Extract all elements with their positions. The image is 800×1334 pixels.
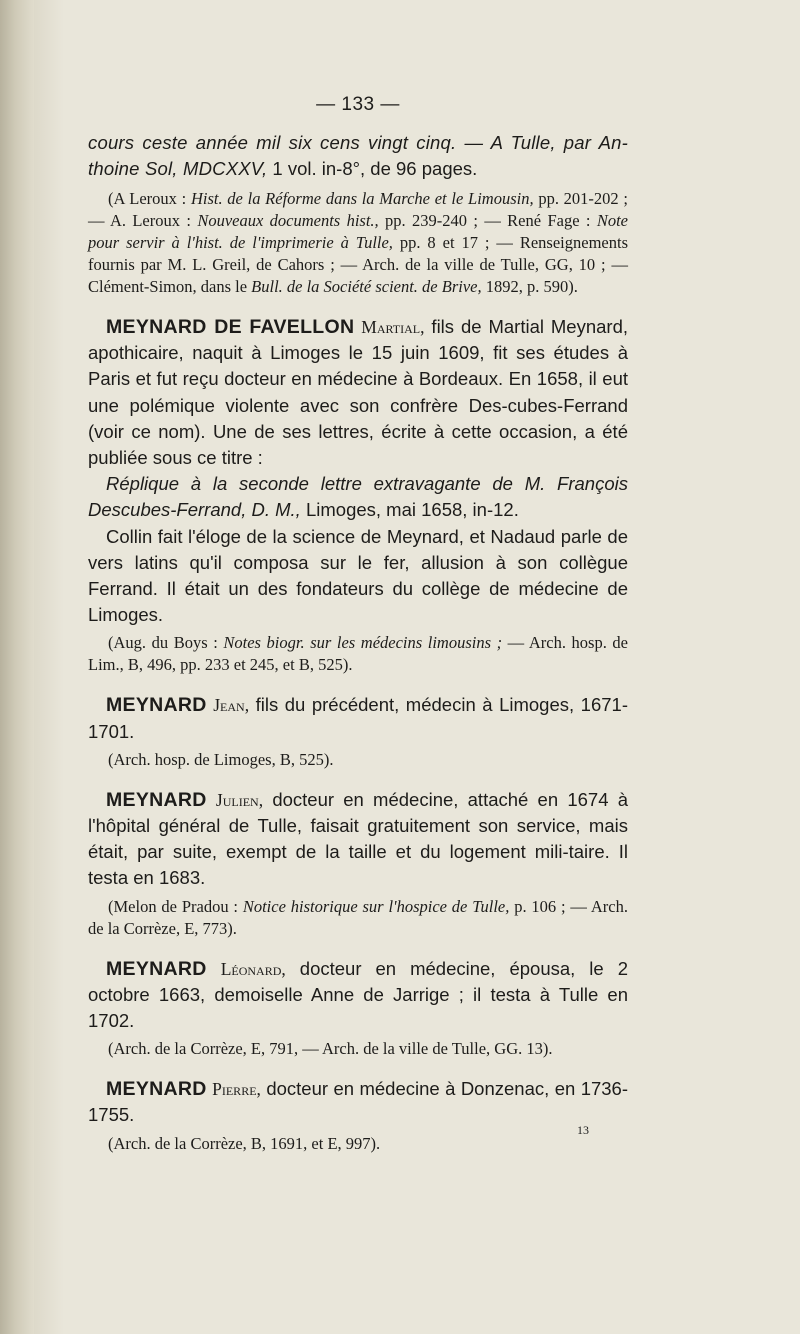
ref-italic: Notice historique sur l'hospice de Tulle, bbox=[242, 896, 510, 916]
entry-text: docteur en médecine à Donzenac, en 1736-1755. bbox=[88, 1078, 629, 1126]
ref-text: pp. 201-202 ; — A. Leroux : bbox=[88, 189, 628, 230]
entry-reference: (Arch. de la Corrèze, E, 791, — Arch. de la ville de Tulle, GG. 13). bbox=[108, 1039, 553, 1059]
entry-meynard-leonard bbox=[88, 956, 628, 1035]
entry-meynard-julien bbox=[88, 787, 628, 892]
ref-text: (A Leroux : bbox=[108, 189, 191, 208]
signature-mark: 13 bbox=[577, 1123, 589, 1137]
ref-italic: Notes biogr. sur les médecins limousins ; bbox=[223, 633, 503, 653]
page-number: — 133 — bbox=[316, 94, 400, 115]
entry-given-name: Pierre, bbox=[212, 1079, 261, 1100]
entry-given-name: Martial, bbox=[361, 317, 425, 337]
ref-text: p. 106 ; — Arch. de la Corrèze, E, 773). bbox=[88, 896, 628, 938]
opening-italic: cours ceste année mil six cens vingt cinq. — A Tulle, par An-thoine Sol, MDCXXV, bbox=[88, 132, 628, 179]
entry-name: MEYNARD bbox=[106, 1078, 207, 1101]
entry-reference: (Arch. de la Corrèze, B, 1691, et E, 997). bbox=[108, 1133, 381, 1153]
entry-name: MEYNARD bbox=[106, 788, 207, 811]
entry-reference bbox=[88, 632, 628, 676]
ref-text: (Melon de Pradou : bbox=[108, 896, 243, 916]
entry-given-name: Julien, bbox=[215, 789, 264, 810]
page-gutter bbox=[34, 0, 64, 1334]
ref-italic: Bull. de la Société scient. de Brive, bbox=[251, 277, 482, 296]
entry-title bbox=[88, 471, 628, 523]
page-body bbox=[88, 94, 628, 1155]
entry-text: docteur en médecine, attaché en 1674 à l'hôpital général de Tulle, faisait gratuitement son service, mais était, par suite, exempt de la taille et du logement mili-taire. Il testa en 1683. bbox=[88, 788, 629, 889]
entry-reference bbox=[88, 896, 628, 940]
entry-given-name: Jean, bbox=[213, 695, 250, 716]
entry-text: fils de Martial Meynard, apothicaire, naquit à Limoges le 15 juin 1609, fit ses études à Paris et fut reçu docteur en médecine à Bordeaux. En 1658, il eut une polémique violente avec son confrère Des-cubes-Ferrand (voir ce nom). Une de ses lettres, écrite à cette occasion, a été publiée sous ce titre : bbox=[88, 316, 629, 469]
entry-text: fils du précédent, médecin à Limoges, 1671-1701. bbox=[88, 694, 628, 742]
entry-name: MEYNARD bbox=[106, 694, 207, 717]
book-spine-shadow bbox=[0, 0, 34, 1334]
entry-reference: (Arch. hosp. de Limoges, B, 525). bbox=[108, 749, 334, 769]
opening-text: 1 vol. in-8°, de 96 pages. bbox=[267, 158, 478, 179]
ref-text: 1892, p. 590). bbox=[481, 277, 578, 296]
opening-paragraph bbox=[88, 130, 628, 182]
entry-title-italic: Réplique à la seconde lettre extravagante de M. François Descubes-Ferrand, D. M., bbox=[88, 473, 628, 521]
entry-text: docteur en médecine, épousa, le 2 octobre 1663, demoiselle Anne de Jarrige ; il testa à Tulle en 1702. bbox=[88, 957, 629, 1032]
ref-text: pp. 239-240 ; — René Fage : bbox=[378, 211, 597, 230]
ref-text: — Arch. hosp. de Lim., B, 496, pp. 233 et 245, et B, 525). bbox=[88, 633, 628, 675]
entry-meynard-de-favellon bbox=[88, 314, 628, 471]
ref-text: pp. 8 et 17 ; — Renseignements fournis par M. L. Greil, de Cahors ; — Arch. de la ville de Tulle, GG, 10 ; — Clément-Simon, dans le bbox=[88, 233, 628, 296]
ref-text: (Aug. du Boys : bbox=[108, 633, 224, 653]
ref-italic: Note pour servir à l'hist. de l'imprimerie à Tulle, bbox=[88, 211, 628, 252]
entry-paragraph: Collin fait l'éloge de la science de Meynard, et Nadaud parle de vers latins qu'il composa sur le fer, allusion à son collègue Ferrand. Il était un des fondateurs du collège de médecine de Limoges. bbox=[88, 525, 628, 626]
opening-reference bbox=[88, 188, 628, 298]
entry-title-rest: Limoges, mai 1658, in-12. bbox=[300, 499, 519, 521]
ref-italic: Hist. de la Réforme dans la Marche et le Limousin, bbox=[190, 189, 534, 208]
entry-given-name: Léonard, bbox=[220, 958, 286, 979]
entry-meynard-pierre bbox=[88, 1076, 628, 1128]
entry-name: MEYNARD bbox=[106, 957, 207, 980]
entry-name: MEYNARD DE FAVELLON bbox=[106, 316, 355, 338]
ref-italic: Nouveaux documents hist., bbox=[197, 211, 379, 230]
entry-meynard-jean bbox=[88, 692, 628, 744]
